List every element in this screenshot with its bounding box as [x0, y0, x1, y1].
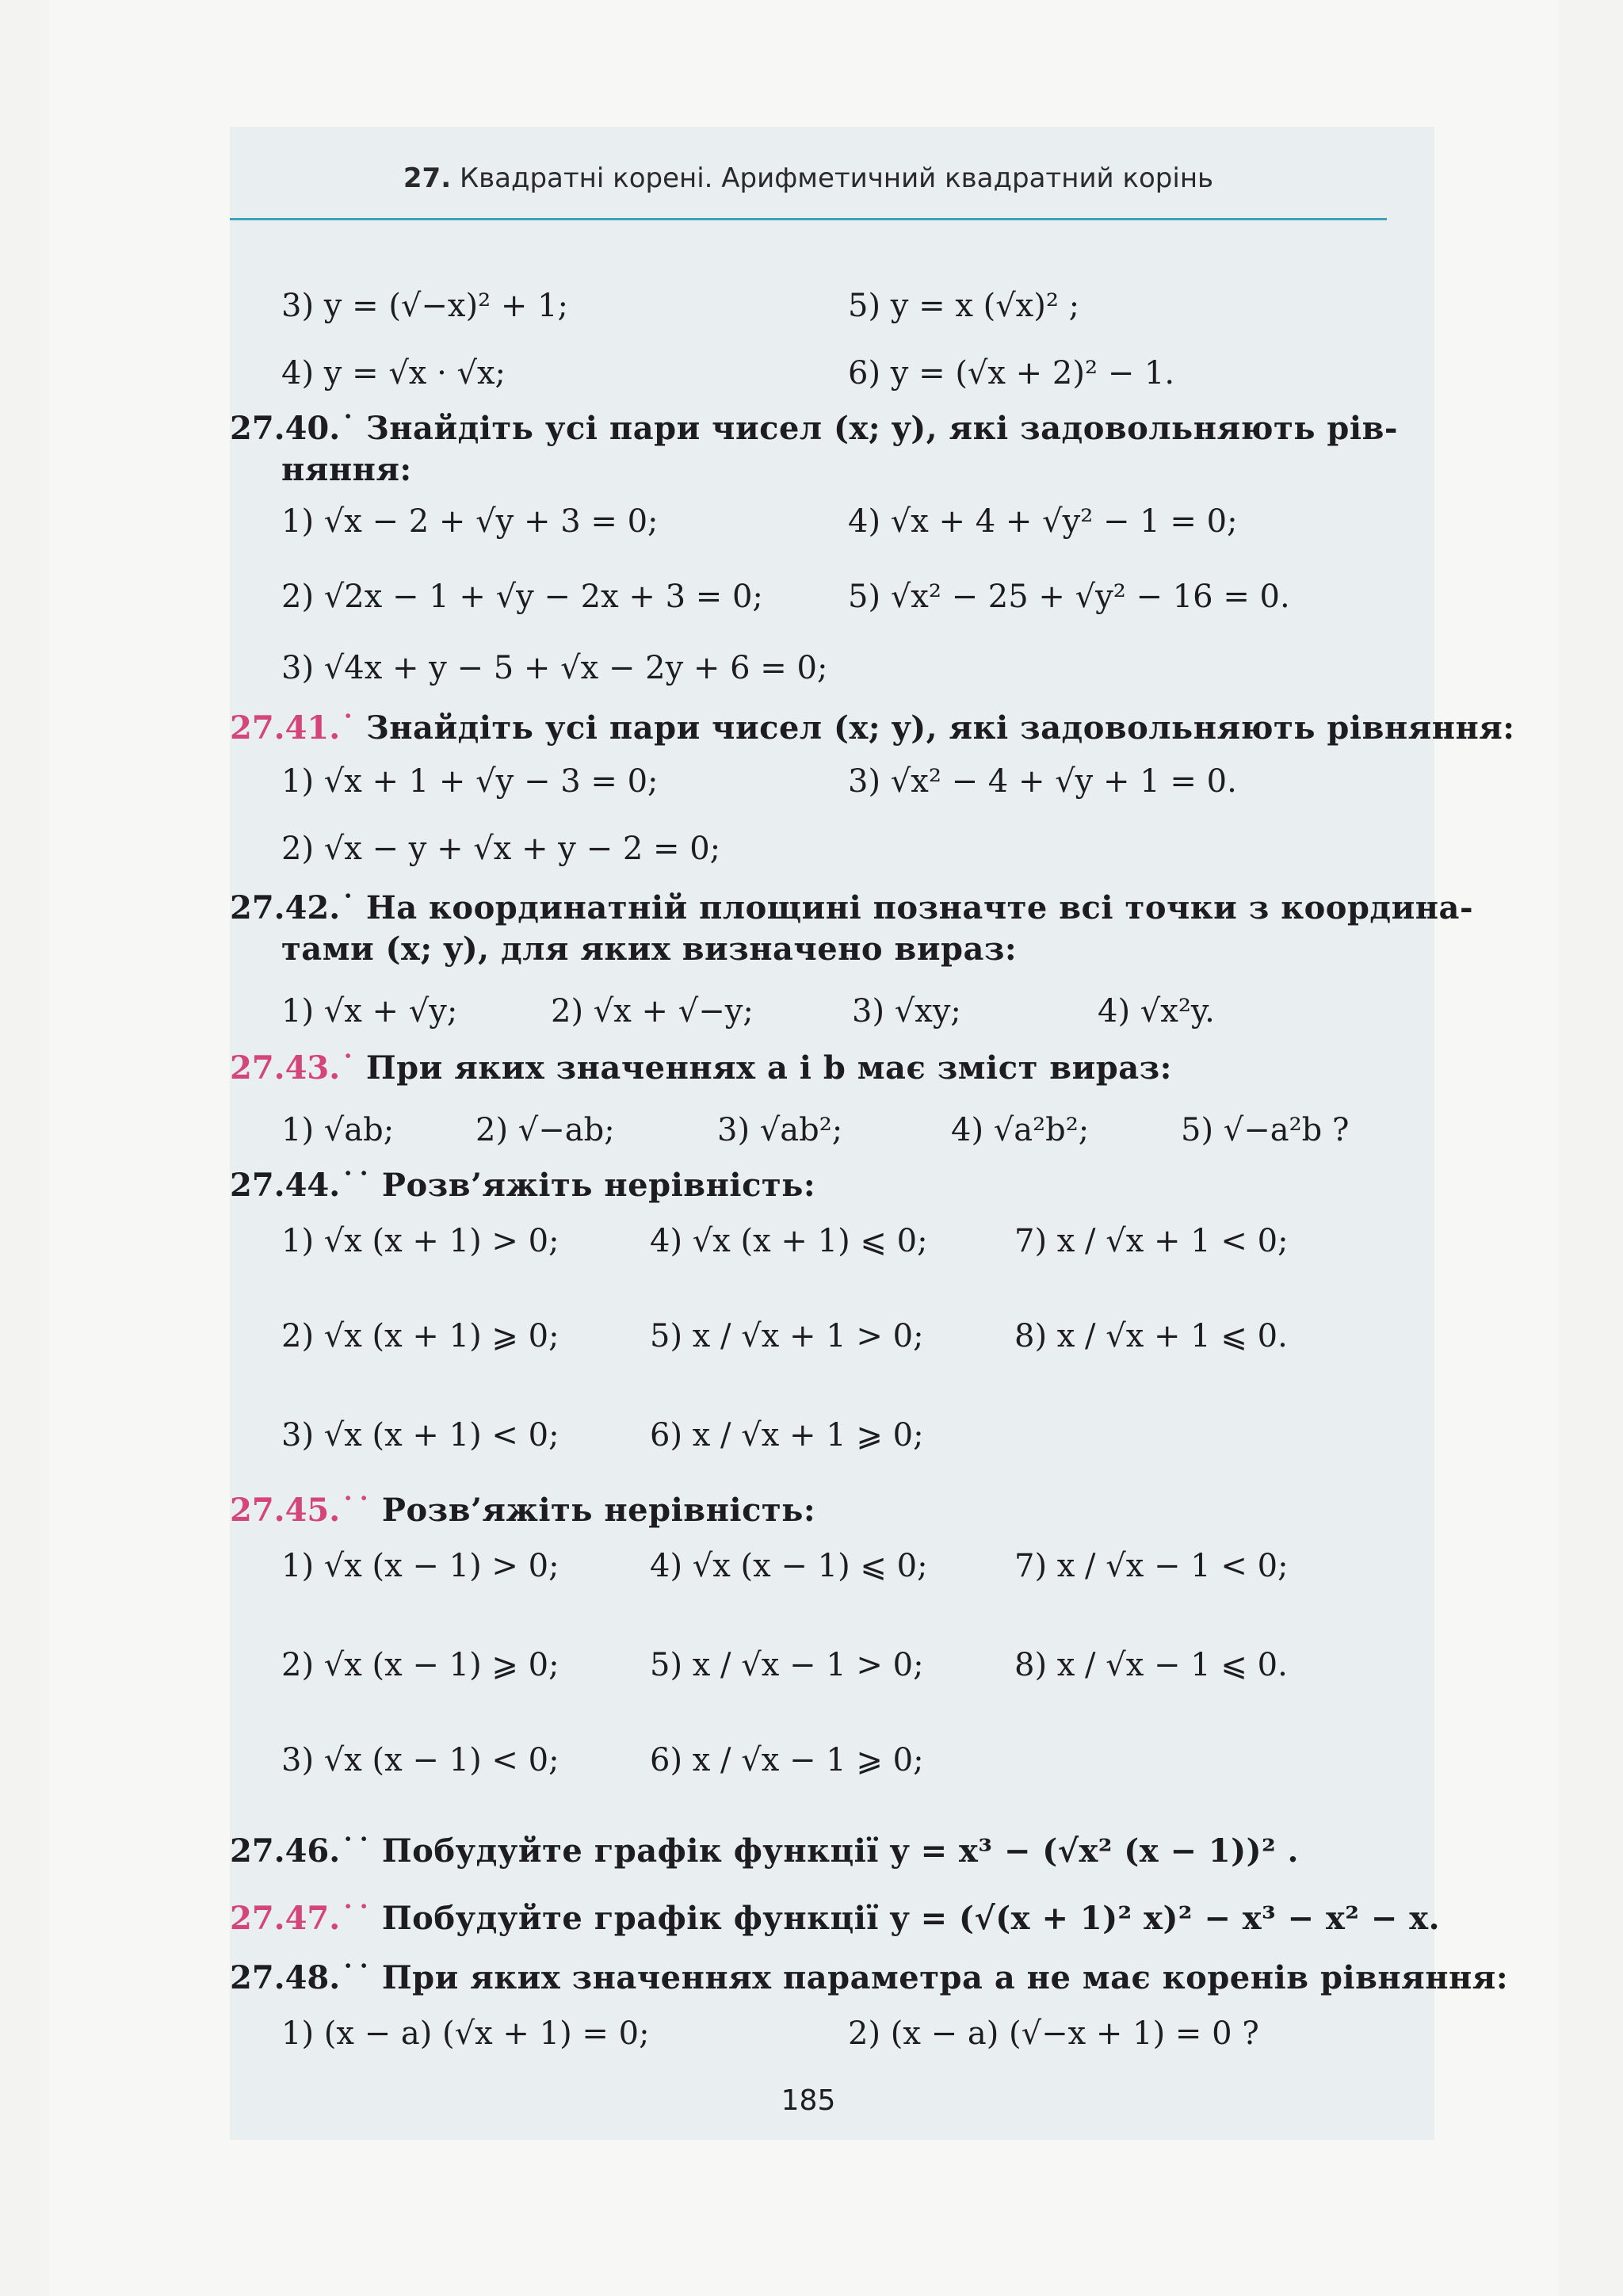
problem-text: Знайдіть усі пари чисел (x; y), які задовольняють рів-: [365, 410, 1398, 447]
item-4: 4) √x (x − 1) ⩽ 0;: [650, 1548, 928, 1584]
problem-number: 27.45.˙˙: [230, 1492, 372, 1529]
problem-text-cont: [281, 929, 1438, 970]
item-2: 2) √x (x + 1) ⩾ 0;: [281, 1318, 559, 1354]
item-5: 5) √−a²b ?: [1181, 1112, 1350, 1148]
problem-text: Знайдіть усі пари чисел (x; y), які задовольняють рівняння:: [365, 709, 1515, 747]
problem-number: 27.40.˙: [230, 410, 357, 447]
header-rule: [230, 218, 1387, 220]
problem-27-40: [230, 408, 1398, 449]
page-header: [230, 162, 1387, 194]
problem-number: 27.41.˙: [230, 709, 357, 747]
problem-text: няння:: [281, 451, 412, 488]
item-5: 5) x / √x − 1 > 0;: [650, 1647, 924, 1683]
problem-text: Побудуйте графік функції y = x³ − (√x² (x − 1))² .: [381, 1832, 1299, 1870]
item-3: 3) √ab²;: [717, 1112, 843, 1148]
item-2: 2) √2x − 1 + √y − 2x + 3 = 0;: [281, 579, 763, 615]
section-title: Квадратні корені. Арифметичний квадратний корінь: [459, 162, 1214, 194]
item-5: 5) y = x (√x)² ;: [848, 288, 1080, 324]
item-3: 3) √xy;: [852, 993, 961, 1030]
problem-text: При яких значеннях параметра a не має коренів рівняння:: [381, 1959, 1509, 1996]
item-5: 5) x / √x + 1 > 0;: [650, 1318, 924, 1354]
problem-27-45: [230, 1490, 1387, 1531]
item-2: 2) √x (x − 1) ⩾ 0;: [281, 1647, 559, 1683]
problem-27-43: [230, 1048, 1387, 1089]
problem-text: Розв’яжіть нерівність:: [381, 1492, 816, 1529]
problem-text: тами (x; y), для яких визначено вираз:: [281, 930, 1018, 968]
section-number: 27.: [403, 162, 452, 194]
item-5: 5) √x² − 25 + √y² − 16 = 0.: [848, 579, 1290, 615]
problem-number: 27.48.˙˙: [230, 1959, 372, 1996]
item-2: 2) √x − y + √x + y − 2 = 0;: [281, 831, 721, 867]
item-6: 6) y = (√x + 2)² − 1.: [848, 355, 1175, 392]
item-4: 4) √x (x + 1) ⩽ 0;: [650, 1223, 928, 1259]
item-7: 7) x / √x + 1 < 0;: [1014, 1223, 1289, 1259]
problem-27-48: [230, 1958, 1509, 1999]
item-1: 1) √x − 2 + √y + 3 = 0;: [281, 503, 659, 540]
item-6: 6) x / √x − 1 ⩾ 0;: [650, 1742, 924, 1778]
item-3: 3) √x (x + 1) < 0;: [281, 1417, 559, 1454]
problem-text: При яких значеннях a і b має зміст вираз:: [365, 1049, 1172, 1087]
item-1: 1) √x (x − 1) > 0;: [281, 1548, 559, 1584]
item-1: 1) √x + √y;: [281, 993, 458, 1030]
item-3: 3) √x (x − 1) < 0;: [281, 1742, 559, 1778]
item-4: 4) y = √x · √x;: [281, 355, 506, 392]
item-6: 6) x / √x + 1 ⩾ 0;: [650, 1417, 924, 1454]
item-4: 4) √a²b²;: [951, 1112, 1090, 1148]
problem-27-47: [230, 1898, 1440, 1939]
problem-27-44: [230, 1165, 1387, 1206]
problem-number: 27.44.˙˙: [230, 1167, 372, 1204]
page-number: 185: [781, 2084, 836, 2117]
problem-text: Побудуйте графік функції y = (√(x + 1)² x)² − x³ − x² − x.: [381, 1900, 1440, 1937]
problem-number: 27.47.˙˙: [230, 1900, 372, 1937]
problem-text: На координатній площині позначте всі точки з координа-: [365, 889, 1474, 926]
problem-number: 27.43.˙: [230, 1049, 357, 1087]
problem-text: Розв’яжіть нерівність:: [381, 1167, 816, 1204]
item-7: 7) x / √x − 1 < 0;: [1014, 1548, 1289, 1584]
item-2: 2) √−ab;: [475, 1112, 615, 1148]
item-2: 2) √x + √−y;: [551, 993, 754, 1030]
item-2: 2) (x − a) (√−x + 1) = 0 ?: [848, 2015, 1259, 2052]
problem-number: 27.42.˙: [230, 889, 357, 926]
problem-text-cont: [281, 449, 1438, 491]
item-8: 8) x / √x − 1 ⩽ 0.: [1014, 1647, 1288, 1683]
item-1: 1) √x + 1 + √y − 3 = 0;: [281, 763, 659, 800]
item-4: 4) √x²y.: [1098, 993, 1215, 1030]
problem-27-41: [230, 708, 1515, 749]
item-1: 1) √x (x + 1) > 0;: [281, 1223, 559, 1259]
item-4: 4) √x + 4 + √y² − 1 = 0;: [848, 503, 1238, 540]
problem-number: 27.46.˙˙: [230, 1832, 372, 1870]
item-3: 3) √x² − 4 + √y + 1 = 0.: [848, 763, 1237, 800]
problem-27-42: [230, 888, 1474, 929]
item-3: 3) y = (√−x)² + 1;: [281, 288, 568, 324]
item-1: 1) (x − a) (√x + 1) = 0;: [281, 2015, 650, 2052]
item-3: 3) √4x + y − 5 + √x − 2y + 6 = 0;: [281, 650, 828, 686]
problem-27-46: [230, 1831, 1387, 1872]
item-8: 8) x / √x + 1 ⩽ 0.: [1014, 1318, 1288, 1354]
item-1: 1) √ab;: [281, 1112, 395, 1148]
